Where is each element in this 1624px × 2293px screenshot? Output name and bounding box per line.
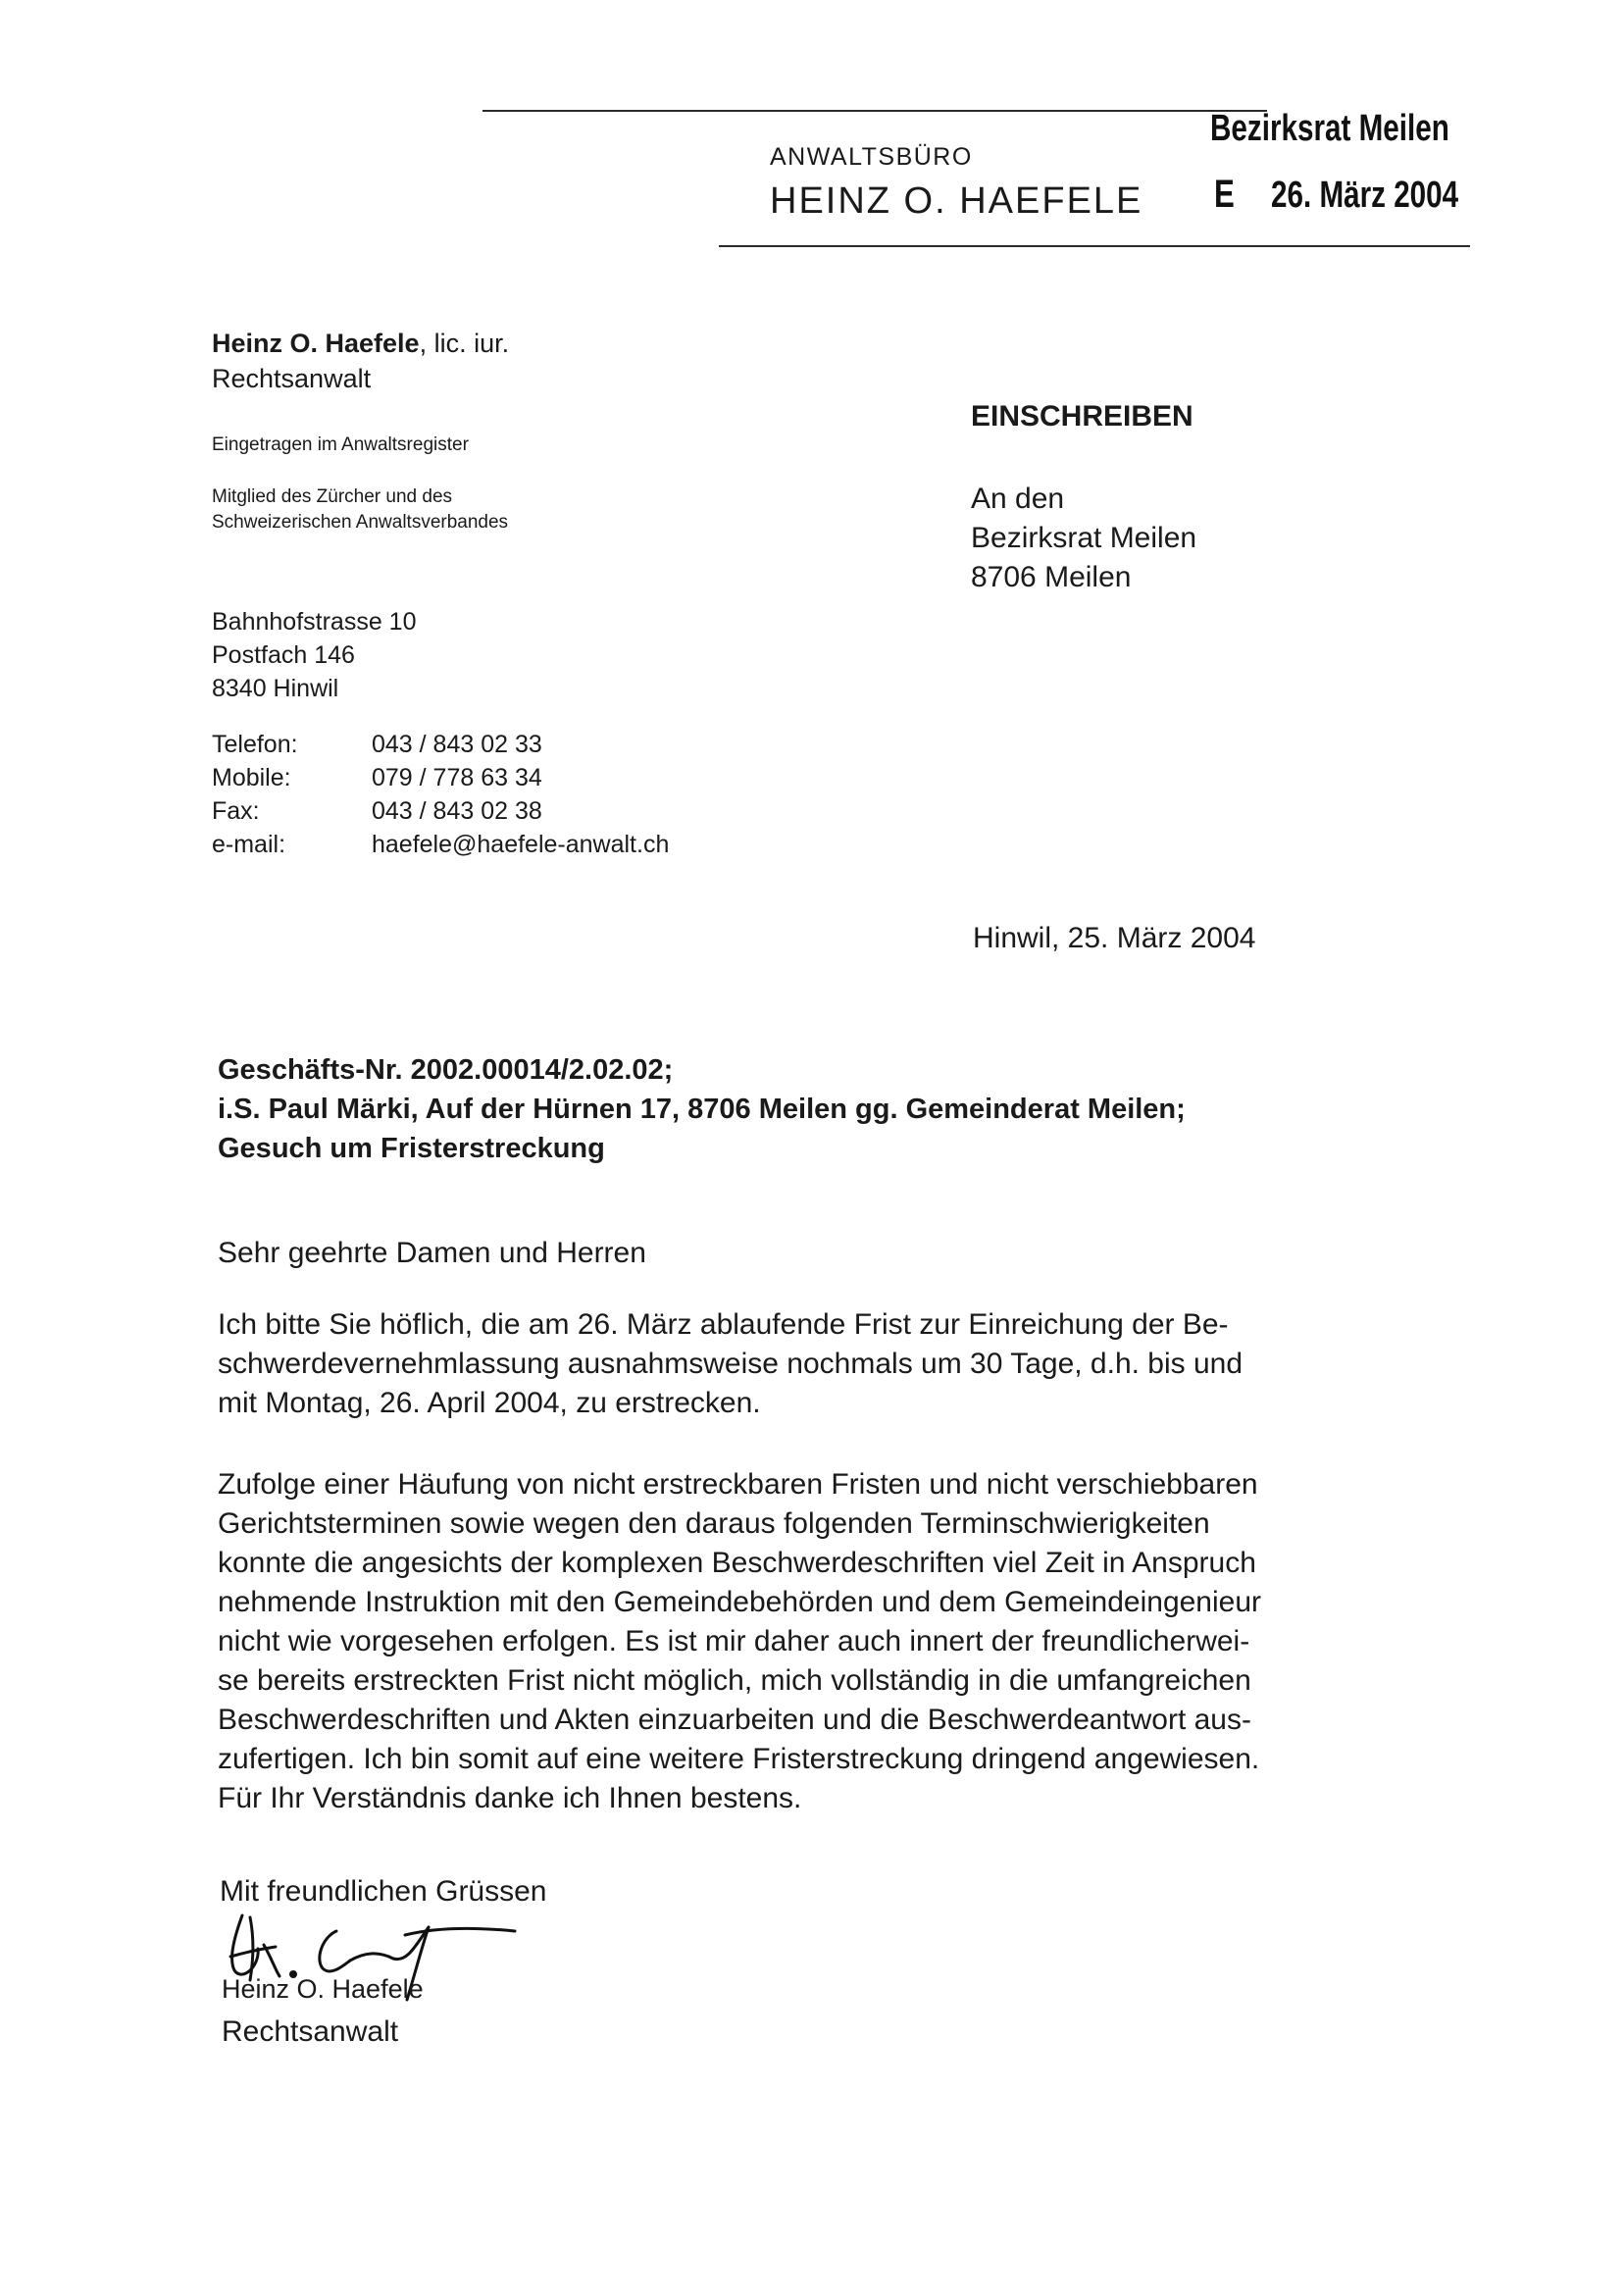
contact-value: haefele@haefele-anwalt.ch: [372, 831, 670, 858]
received-stamp-date: 26. März 2004: [1271, 175, 1459, 216]
sender-name: Heinz O. Haefele: [212, 329, 420, 358]
office-label: ANWALTSBÜRO: [770, 143, 973, 171]
paragraph-line: Zufolge einer Häufung von nicht erstreckbaren Fristen und nicht verschiebbaren: [218, 1468, 1258, 1501]
salutation: Sehr geehrte Damen und Herren: [218, 1237, 646, 1269]
sender-city: 8340 Hinwil: [212, 675, 339, 702]
membership-line-2: Schweizerischen Anwaltsverbandes: [212, 512, 509, 533]
letterhead-top-rule: [482, 110, 1267, 112]
contact-row-fax: [212, 794, 669, 828]
paragraph-line: zufertigen. Ich bin somit auf eine weitere Fristerstreckung dringend angewiesen.: [218, 1743, 1260, 1775]
received-stamp-authority: Bezirksrat Meilen: [1210, 108, 1449, 149]
place-date: Hinwil, 25. März 2004: [973, 922, 1256, 954]
contact-label: e-mail:: [212, 831, 286, 858]
firm-name: HEINZ O. HAEFELE: [770, 180, 1143, 222]
paragraph-line: Ich bitte Sie höflich, die am 26. März ablaufende Frist zur Einreichung der Be-: [218, 1308, 1229, 1341]
contact-label: Telefon:: [212, 731, 298, 758]
sender-profession: Rechtsanwalt: [212, 364, 372, 393]
sender-name-line: [212, 327, 509, 360]
paragraph-line: Gerichtsterminen sowie wegen den daraus folgenden Terminschwierigkeiten: [218, 1507, 1210, 1540]
signature-title: Rechtsanwalt: [222, 2015, 399, 2048]
recipient-line-2: Bezirksrat Meilen: [971, 522, 1197, 554]
membership-line-1: Mitglied des Zürcher und des: [212, 486, 453, 507]
paragraph-line: konnte die angesichts der komplexen Beschwerdeschriften viel Zeit in Anspruch: [218, 1547, 1256, 1579]
paragraph-2: [218, 1465, 1261, 1818]
paragraph-line: Für Ihr Verständnis danke ich Ihnen bestens.: [218, 1782, 802, 1814]
paragraph-line: nehmende Instruktion mit den Gemeindebehörden und dem Gemeindeingenieur: [218, 1586, 1262, 1618]
register-note: Eingetragen im Anwaltsregister: [212, 434, 469, 455]
contact-table: [212, 728, 669, 861]
subject-line-3: Gesuch um Fristerstreckung: [218, 1133, 605, 1164]
closing: Mit freundlichen Grüssen: [220, 1875, 547, 1908]
contact-label: Mobile:: [212, 764, 291, 791]
subject-line-1: Geschäfts-Nr. 2002.00014/2.02.02;: [218, 1054, 674, 1086]
contact-row-phone: [212, 728, 669, 761]
contact-value: 079 / 778 63 34: [372, 764, 542, 791]
subject-line-2: i.S. Paul Märki, Auf der Hürnen 17, 8706 Meilen gg. Gemeinderat Meilen;: [218, 1094, 1186, 1125]
sender-title: , lic. iur.: [419, 329, 510, 358]
contact-label: Fax:: [212, 797, 260, 825]
received-stamp-marker: E: [1214, 173, 1235, 216]
letterhead-bottom-rule: [719, 245, 1470, 247]
sender-po-box: Postfach 146: [212, 641, 355, 669]
contact-row-mobile: [212, 761, 669, 794]
contact-row-email: [212, 828, 669, 861]
contact-value: 043 / 843 02 33: [372, 731, 542, 758]
paragraph-line: Beschwerdeschriften und Akten einzuarbeiten und die Beschwerdeantwort aus-: [218, 1704, 1251, 1736]
recipient-line-1: An den: [971, 483, 1065, 515]
mail-type: EINSCHREIBEN: [971, 400, 1193, 433]
paragraph-line: nicht wie vorgesehen erfolgen. Es ist mir daher auch innert der freundlicherwei-: [218, 1625, 1250, 1657]
signature-name: Heinz O. Haefele: [222, 1974, 424, 2004]
paragraph-line: se bereits erstreckten Frist nicht möglich, mich vollständig in die umfangreichen: [218, 1664, 1251, 1697]
sender-street: Bahnhofstrasse 10: [212, 608, 417, 636]
paragraph-1: [218, 1305, 1243, 1423]
contact-value: 043 / 843 02 38: [372, 797, 542, 825]
paragraph-line: mit Montag, 26. April 2004, zu erstrecken.: [218, 1387, 761, 1419]
recipient-line-3: 8706 Meilen: [971, 561, 1132, 593]
paragraph-line: schwerdevernehmlassung ausnahmsweise nochmals um 30 Tage, d.h. bis und: [218, 1348, 1243, 1380]
